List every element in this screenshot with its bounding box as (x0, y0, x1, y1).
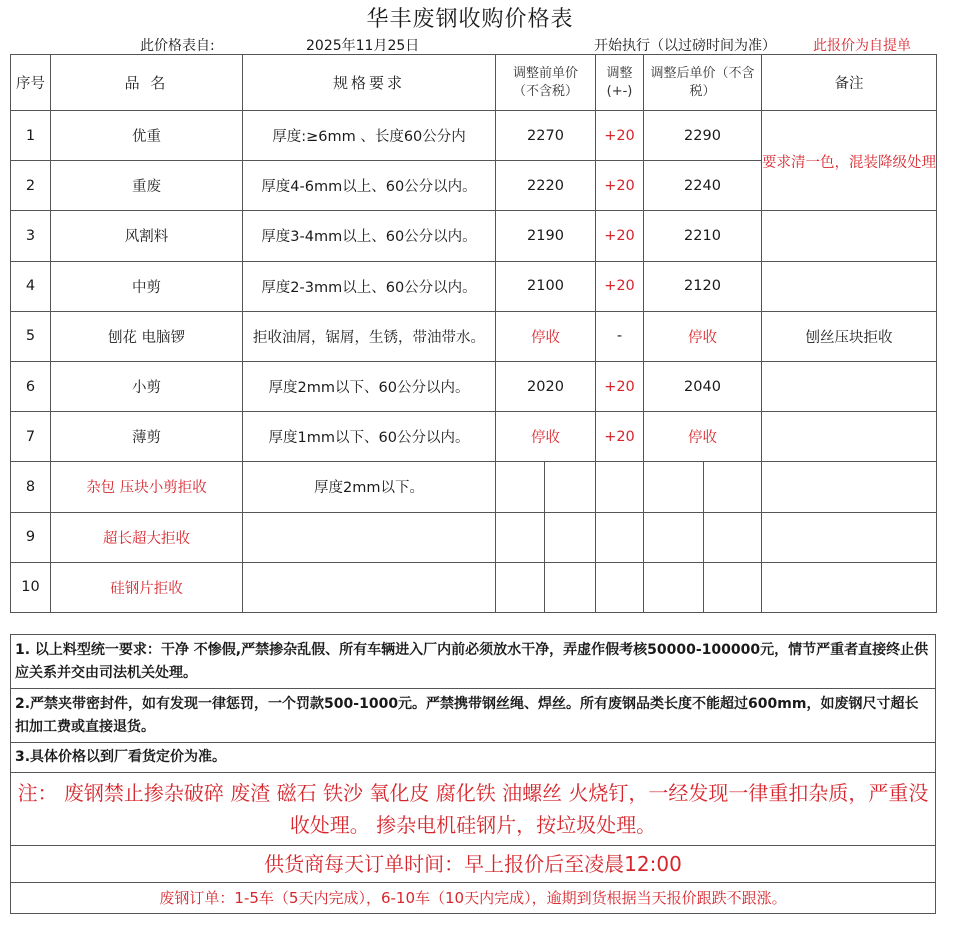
empty-cell (596, 512, 644, 562)
row-no: 1 (11, 111, 51, 161)
row-remark (762, 261, 937, 311)
empty-cell (644, 512, 704, 562)
row-name: 中剪 (51, 261, 243, 311)
empty-cell (704, 462, 762, 512)
row-before-price: 2220 (496, 161, 596, 211)
row-name: 刨花 电脑锣 (51, 311, 243, 361)
note-1: 1. 以上料型统一要求：干净 不惨假,严禁掺杂乱假、所有车辆进入厂内前必须放水干净，弄虚作假考核50000-100000元，情节严重者直接终止供应关系并交由司法机关处理。 (11, 634, 935, 688)
empty-cell (704, 562, 762, 612)
row-before-price: 2020 (496, 361, 596, 411)
row-spec: 厚度1mm以下、60公分以内。 (243, 412, 496, 462)
empty-cell (762, 512, 937, 562)
row-remark: 要求清一色，混装降级处理 (762, 111, 937, 211)
row-spec: 厚度:≥6mm 、长度60公分内 (243, 111, 496, 161)
row-adjust: +20 (596, 412, 644, 462)
row-name: 小剪 (51, 361, 243, 411)
row-spec: 厚度4-6mm以上、60公分以内。 (243, 161, 496, 211)
order-terms-note: 废钢订单：1-5车（5天内完成），6-10车（10天内完成），逾期到货根据当天报价跟跌不跟涨。 (11, 882, 935, 913)
row-adjust: +20 (596, 161, 644, 211)
row-name: 薄剪 (51, 412, 243, 462)
row-remark: 刨丝压块拒收 (762, 311, 937, 361)
table-row (11, 311, 937, 361)
empty-cell (496, 462, 545, 512)
row-no: 3 (11, 211, 51, 261)
self-pickup-note: 此报价为自提单 (813, 38, 911, 54)
empty-cell (496, 512, 545, 562)
row-name: 优重 (51, 111, 243, 161)
empty-cell (596, 462, 644, 512)
row-no: 9 (11, 512, 51, 562)
table-row (11, 111, 937, 161)
row-adjust: +20 (596, 361, 644, 411)
start-text: 开始执行（以过磅时间为准） (594, 38, 776, 54)
table-row (11, 462, 937, 512)
row-adjust: +20 (596, 261, 644, 311)
order-time-note: 供货商每天订单时间：早上报价后至凌晨12:00 (11, 845, 935, 882)
row-after-price: 停收 (644, 412, 762, 462)
row-before-price: 2100 (496, 261, 596, 311)
row-no: 2 (11, 161, 51, 211)
row-no: 6 (11, 361, 51, 411)
empty-cell (644, 462, 704, 512)
row-adjust: +20 (596, 211, 644, 261)
row-after-price: 2040 (644, 361, 762, 411)
price-table (10, 54, 937, 613)
row-adjust: +20 (596, 111, 644, 161)
row-spec: 厚度3-4mm以上、60公分以内。 (243, 211, 496, 261)
warning-note: 注： 废钢禁止掺杂破碎 废渣 磁石 铁沙 氧化皮 腐化铁 油螺丝 火烧钉，一经发现一律重扣杂质，严重没收处理。 掺杂电机硅钢片，按垃圾处理。 (11, 772, 935, 845)
row-no: 8 (11, 462, 51, 512)
effective-label: 此价格表自: (140, 38, 215, 54)
row-no: 7 (11, 412, 51, 462)
table-row (11, 211, 937, 261)
row-after-price: 2120 (644, 261, 762, 311)
col-after-header: 调整后单价（不含 税） (644, 55, 762, 111)
table-row (11, 512, 937, 562)
col-spec-header: 规格要求 (243, 55, 496, 111)
row-before-price: 2270 (496, 111, 596, 161)
empty-cell (762, 462, 937, 512)
table-row (11, 261, 937, 311)
table-row (11, 562, 937, 612)
empty-cell (644, 562, 704, 612)
col-remark-header: 备注 (762, 55, 937, 111)
row-after-price: 停收 (644, 311, 762, 361)
row-remark (762, 412, 937, 462)
table-row (11, 412, 937, 462)
table-row (11, 361, 937, 411)
row-before-price: 停收 (496, 412, 596, 462)
empty-cell (545, 562, 596, 612)
notes-section (10, 634, 936, 914)
row-name: 超长超大拒收 (51, 512, 243, 562)
row-after-price: 2290 (644, 111, 762, 161)
row-before-price: 停收 (496, 311, 596, 361)
row-remark (762, 211, 937, 261)
row-name: 风割料 (51, 211, 243, 261)
row-after-price: 2210 (644, 211, 762, 261)
empty-cell (545, 512, 596, 562)
row-name: 杂包 压块小剪拒收 (51, 462, 243, 512)
note-2: 2.严禁夹带密封件，如有发现一律惩罚，一个罚款500-1000元。严禁携带钢丝绳、焊丝。所有废钢品类长度不能超过600mm，如废钢尺寸超长扣加工费或直接退货。 (11, 688, 935, 742)
empty-cell (596, 562, 644, 612)
empty-cell (762, 562, 937, 612)
table-header (11, 55, 937, 111)
page-title: 华丰废钢收购价格表 (366, 7, 574, 32)
col-adjust-header: 调整 (+-) (596, 55, 644, 111)
empty-cell (496, 562, 545, 612)
row-no: 4 (11, 261, 51, 311)
row-name: 重废 (51, 161, 243, 211)
row-spec (243, 562, 496, 612)
row-spec: 拒收油屑，锯屑，生锈，带油带水。 (243, 311, 496, 361)
row-spec: 厚度2mm以下、60公分以内。 (243, 361, 496, 411)
col-name-header: 品 名 (51, 55, 243, 111)
row-after-price: 2240 (644, 161, 762, 211)
row-no: 10 (11, 562, 51, 612)
note-3: 3.具体价格以到厂看货定价为准。 (11, 742, 935, 772)
empty-cell (704, 512, 762, 562)
effective-date: 2025年11月25日 (306, 38, 420, 54)
empty-cell (545, 462, 596, 512)
row-no: 5 (11, 311, 51, 361)
col-no-header: 序号 (11, 55, 51, 111)
row-name: 硅钢片拒收 (51, 562, 243, 612)
col-before-header: 调整前单价 （不含税） (496, 55, 596, 111)
row-adjust: - (596, 311, 644, 361)
row-remark (762, 361, 937, 411)
row-before-price: 2190 (496, 211, 596, 261)
row-spec: 厚度2mm以下。 (243, 462, 496, 512)
row-spec: 厚度2-3mm以上、60公分以内。 (243, 261, 496, 311)
row-spec (243, 512, 496, 562)
